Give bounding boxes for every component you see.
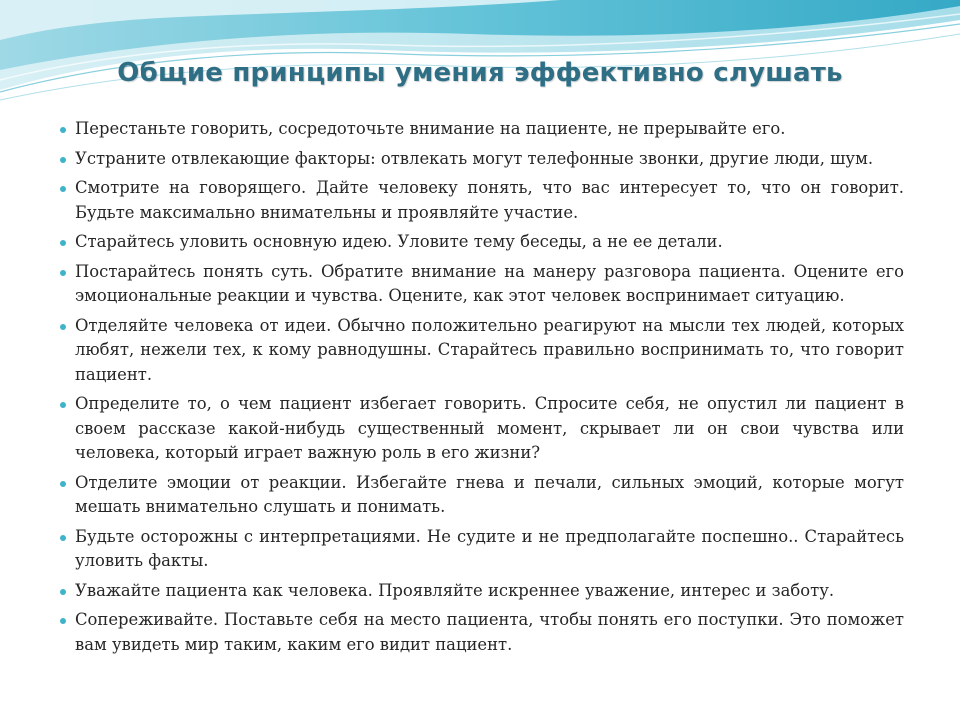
list-item bbox=[58, 230, 904, 255]
list-item bbox=[58, 392, 904, 466]
slide-title: Общие принципы умения эффективно слушать bbox=[117, 58, 843, 88]
list-item-text: Отделите эмоции от реакции. Избегайте гнева и печали, сильных эмоций, которые могут мешать внимательно слушать и понимать. bbox=[75, 472, 904, 516]
bullet-list bbox=[58, 117, 904, 662]
list-item-text: Определите то, о чем пациент избегает говорить. Спросите себя, не опустил ли пациент в своем рассказе какой-нибудь существенный момент, скрывает ли он свои чувства или человека, который играет важную роль в его жизни? bbox=[75, 394, 904, 462]
list-item-text: Будьте осторожны с интерпретациями. Не судите и не предполагайте поспешно.. Старайтесь уловить факты. bbox=[75, 526, 904, 570]
list-item-text: Перестаньте говорить, сосредоточьте внимание на пациенте, не прерывайте его. bbox=[75, 119, 786, 138]
bullet-dot-icon bbox=[60, 270, 66, 276]
list-item bbox=[58, 117, 904, 142]
bullet-dot-icon bbox=[60, 324, 66, 330]
list-item-text: Старайтесь уловить основную идею. Уловите тему беседы, а не ее детали. bbox=[75, 232, 723, 251]
list-item-text: Уважайте пациента как человека. Проявляйте искреннее уважение, интерес и заботу. bbox=[75, 580, 835, 600]
list-item bbox=[58, 608, 904, 657]
bullet-dot-icon bbox=[60, 402, 66, 408]
list-item bbox=[58, 525, 904, 574]
bullet-dot-icon bbox=[60, 186, 66, 192]
list-item bbox=[58, 260, 904, 309]
list-item bbox=[58, 579, 904, 604]
list-item-text: Отделяйте человека от идеи. Обычно положительно реагируют на мысли тех людей, которых любят, нежели тех, к кому равнодушны. Старайтесь правильно воспринимать то, что говорит пациент. bbox=[75, 315, 904, 384]
bullet-dot-icon bbox=[60, 535, 66, 541]
bullet-dot-icon bbox=[60, 240, 66, 246]
list-item bbox=[58, 314, 904, 388]
list-item bbox=[58, 471, 904, 520]
bullet-dot-icon bbox=[60, 481, 66, 487]
list-item-text: Смотрите на говорящего. Дайте человеку понять, что вас интересует то, что он говорит. Будьте максимально внимательны и проявляйте участие. bbox=[75, 178, 904, 222]
bullet-dot-icon bbox=[60, 618, 66, 624]
header-wave-decoration bbox=[0, 0, 960, 110]
list-item-text: Устраните отвлекающие факторы: отвлекать могут телефонные звонки, другие люди, шум. bbox=[75, 148, 874, 168]
list-item bbox=[58, 176, 904, 225]
bullet-dot-icon bbox=[60, 157, 66, 163]
list-item-text: Сопереживайте. Поставьте себя на место пациента, чтобы понять его поступки. Это поможет вам увидеть мир таким, каким его видит пациент. bbox=[75, 610, 904, 654]
bullet-dot-icon bbox=[60, 589, 66, 595]
bullet-dot-icon bbox=[60, 127, 66, 133]
list-item bbox=[58, 147, 904, 172]
list-item-text: Постарайтесь понять суть. Обратите внимание на манеру разговора пациента. Оцените его эмоциональные реакции и чувства. Оцените, как этот человек воспринимает ситуацию. bbox=[75, 261, 904, 305]
